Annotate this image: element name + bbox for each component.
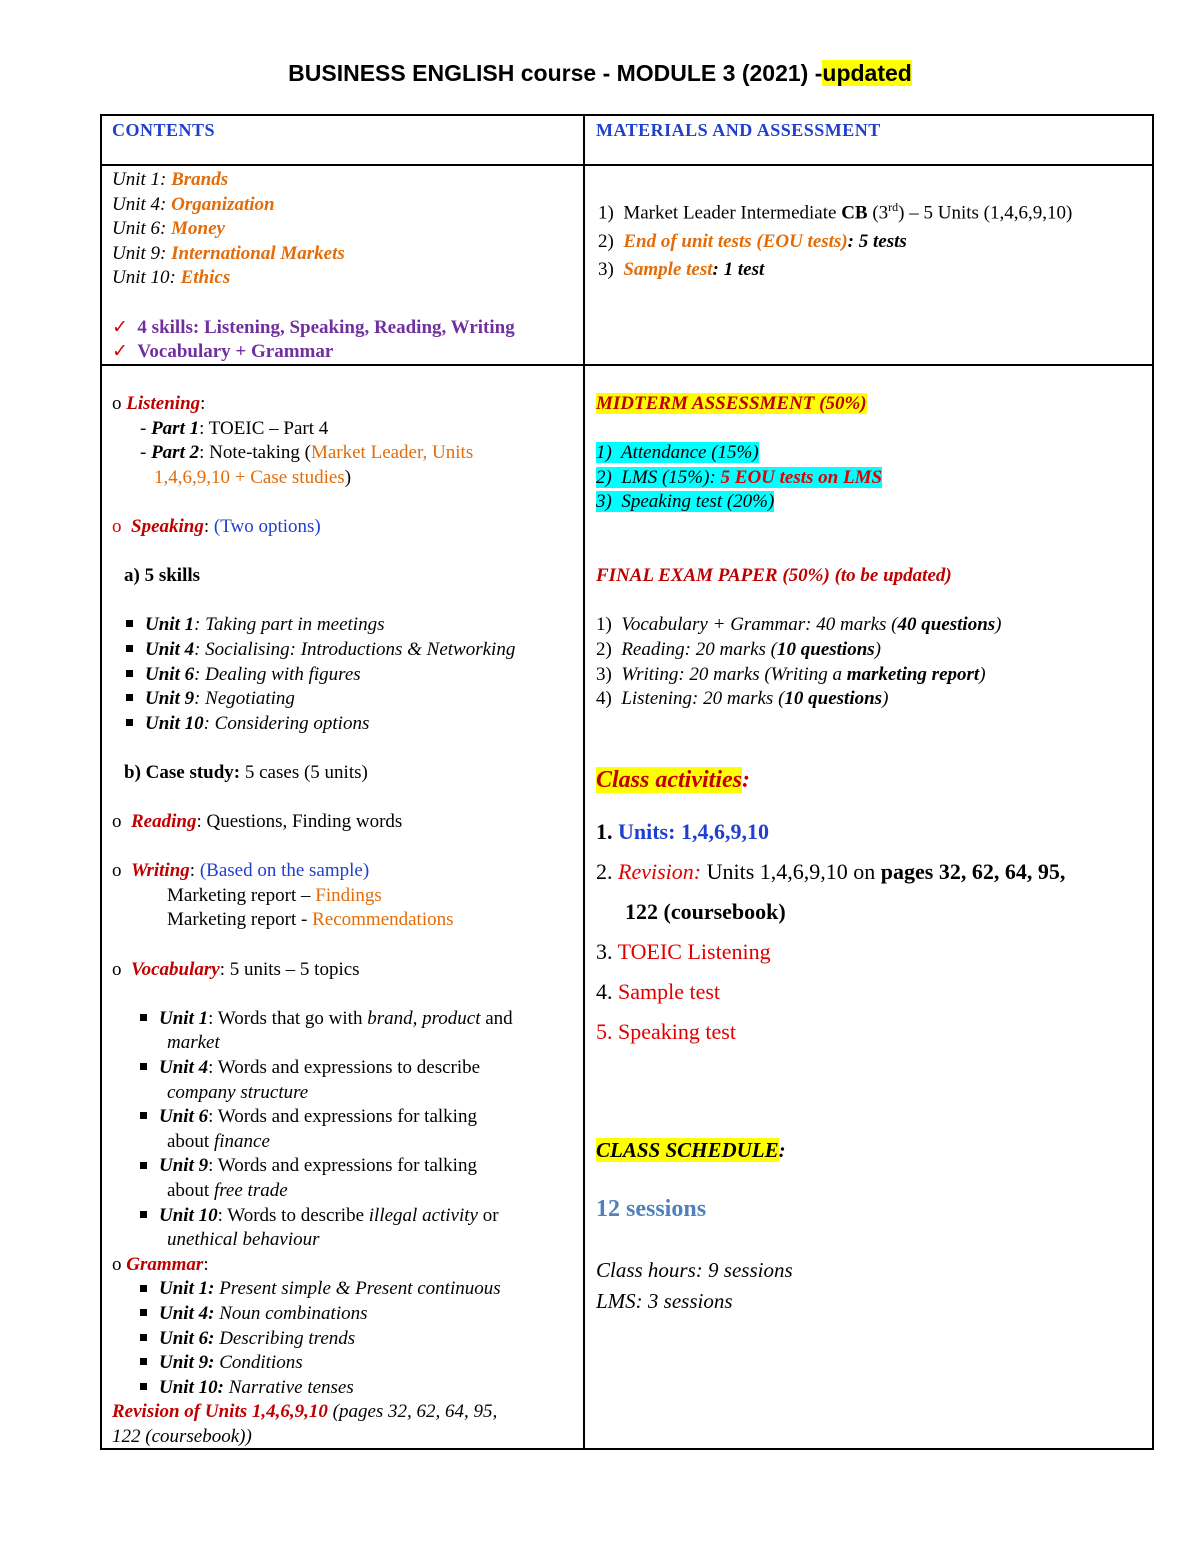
- final-item: 1) Vocabulary + Grammar: 40 marks (40 questions): [596, 614, 1002, 636]
- units-list: [112, 168, 582, 365]
- reading-heading: o Reading: Questions, Finding words: [112, 811, 403, 833]
- list-item: Unit 6: Describing trends: [140, 1327, 582, 1352]
- midterm-heading: MIDTERM ASSESSMENT (50%): [596, 393, 867, 414]
- list-item-cont: market: [167, 1032, 220, 1054]
- contents-header: CONTENTS: [112, 120, 216, 140]
- final-exam-heading: FINAL EXAM PAPER (50%) (to be updated): [596, 565, 952, 587]
- materials-header: MATERIALS AND ASSESSMENT: [596, 120, 881, 140]
- class-activities: [596, 760, 1146, 1052]
- activity-item: 3. TOEIC Listening: [596, 939, 771, 964]
- speaking-heading: o Speaking: (Two options): [112, 515, 321, 537]
- five-skills-list: [112, 613, 582, 736]
- unit-item: Unit 10: Ethics: [112, 267, 231, 289]
- list-item: Unit 4: Words and expressions to describe: [140, 1056, 582, 1081]
- list-item: Unit 1: Present simple & Present continuous: [140, 1277, 582, 1302]
- list-item: Unit 10: Words to describe illegal activity or: [140, 1204, 582, 1229]
- page-title: [0, 60, 1200, 87]
- final-item: 3) Writing: 20 marks (Writing a marketing report): [596, 663, 986, 685]
- revision-line: Revision of Units 1,4,6,9,10 (pages 32, 62, 64, 95,: [112, 1401, 498, 1423]
- title-text: BUSINESS ENGLISH course - MODULE 3 (2021) -: [288, 60, 823, 86]
- skills-section: [112, 392, 582, 1450]
- midterm-item: 3) Speaking test (20%): [596, 491, 775, 513]
- unit-item: Unit 9: International Markets: [112, 242, 345, 264]
- list-item: Unit 10: Considering options: [126, 712, 582, 737]
- final-item: 2) Reading: 20 marks (10 questions): [596, 638, 881, 660]
- list-item: Unit 10: Narrative tenses: [140, 1376, 582, 1401]
- listening-part2: - Part 2: Note-taking (Market Leader, Units: [140, 442, 474, 464]
- title-highlight: updated: [822, 60, 912, 86]
- check-item: ✓ 4 skills: Listening, Speaking, Reading, Writing: [112, 316, 515, 338]
- activity-item: 5. Speaking test: [596, 1019, 736, 1044]
- vocabulary-heading: o Vocabulary: 5 units – 5 topics: [112, 958, 360, 980]
- list-item: Unit 1: Words that go with brand, product and: [140, 1007, 582, 1032]
- listening-part1: - Part 1: TOEIC – Part 4: [140, 417, 329, 439]
- unit-item: Unit 6: Money: [112, 218, 225, 240]
- class-schedule-heading: CLASS SCHEDULE:: [596, 1138, 786, 1162]
- list-item: Unit 1: Taking part in meetings: [126, 613, 582, 638]
- listening-part2-cont: 1,4,6,9,10 + Case studies): [154, 466, 352, 488]
- case-study-line: b) Case study: 5 cases (5 units): [124, 761, 368, 783]
- listening-heading: o Listening:: [112, 393, 206, 414]
- writing-item: Marketing report – Findings: [167, 884, 382, 906]
- activity-item: 1. Units: 1,4,6,9,10: [596, 819, 769, 844]
- list-item-cont: unethical behaviour: [167, 1229, 320, 1251]
- list-item-cont: company structure: [167, 1081, 309, 1103]
- class-hours: Class hours: 9 sessions: [596, 1258, 793, 1283]
- class-schedule: [596, 1138, 1146, 1317]
- activity-item: 2. Revision: Units 1,4,6,9,10 on pages 32, 62, 64, 95,: [596, 859, 1066, 884]
- activity-item-cont: 122 (coursebook): [625, 899, 786, 924]
- list-item-cont: about free trade: [167, 1180, 288, 1201]
- midterm-item: 1) Attendance (15%): [596, 442, 759, 464]
- lms-sessions: LMS: 3 sessions: [596, 1289, 733, 1314]
- vocabulary-list: [112, 1007, 582, 1253]
- grammar-list: [112, 1277, 582, 1400]
- grammar-heading: o Grammar:: [112, 1253, 209, 1275]
- materials-list: [598, 193, 1072, 285]
- midterm-item: 2) LMS (15%): 5 EOU tests on LMS: [596, 466, 883, 488]
- header-row-divider: [100, 164, 1154, 166]
- list-item: Unit 9: Words and expressions for talking: [140, 1154, 582, 1179]
- writing-heading: o Writing: (Based on the sample): [112, 860, 370, 882]
- activity-item: 4. Sample test: [596, 979, 721, 1004]
- column-divider: [583, 114, 585, 1450]
- unit-item: Unit 1: Brands: [112, 169, 229, 190]
- writing-item: Marketing report - Recommendations: [167, 909, 454, 931]
- check-icon: ✓: [112, 341, 128, 363]
- list-item-cont: about finance: [167, 1130, 270, 1152]
- check-icon: ✓: [112, 316, 128, 338]
- list-item: Unit 4: Socialising: Introductions & Networking: [126, 638, 582, 663]
- list-item: Unit 4: Noun combinations: [140, 1302, 582, 1327]
- revision-line-cont: 122 (coursebook)): [112, 1425, 252, 1447]
- material-item: 2) End of unit tests (EOU tests): 5 tests: [598, 230, 907, 252]
- assessment-section: [596, 392, 1146, 712]
- material-item: 1) Market Leader Intermediate CB (3rd) – 5 Units (1,4,6,9,10): [598, 200, 1073, 224]
- material-item: 3) Sample test: 1 test: [598, 259, 765, 281]
- list-item: Unit 6: Dealing with figures: [126, 663, 582, 688]
- list-item: Unit 9: Negotiating: [126, 687, 582, 712]
- unit-item: Unit 4: Organization: [112, 193, 275, 215]
- class-activities-heading: Class activities:: [596, 767, 750, 793]
- list-item: Unit 9: Conditions: [140, 1351, 582, 1376]
- list-item: Unit 6: Words and expressions for talking: [140, 1105, 582, 1130]
- sessions-count: 12 sessions: [596, 1195, 707, 1222]
- check-item: ✓ Vocabulary + Grammar: [112, 341, 334, 363]
- final-item: 4) Listening: 20 marks (10 questions): [596, 688, 889, 710]
- five-skills-label: a) 5 skills: [124, 565, 201, 587]
